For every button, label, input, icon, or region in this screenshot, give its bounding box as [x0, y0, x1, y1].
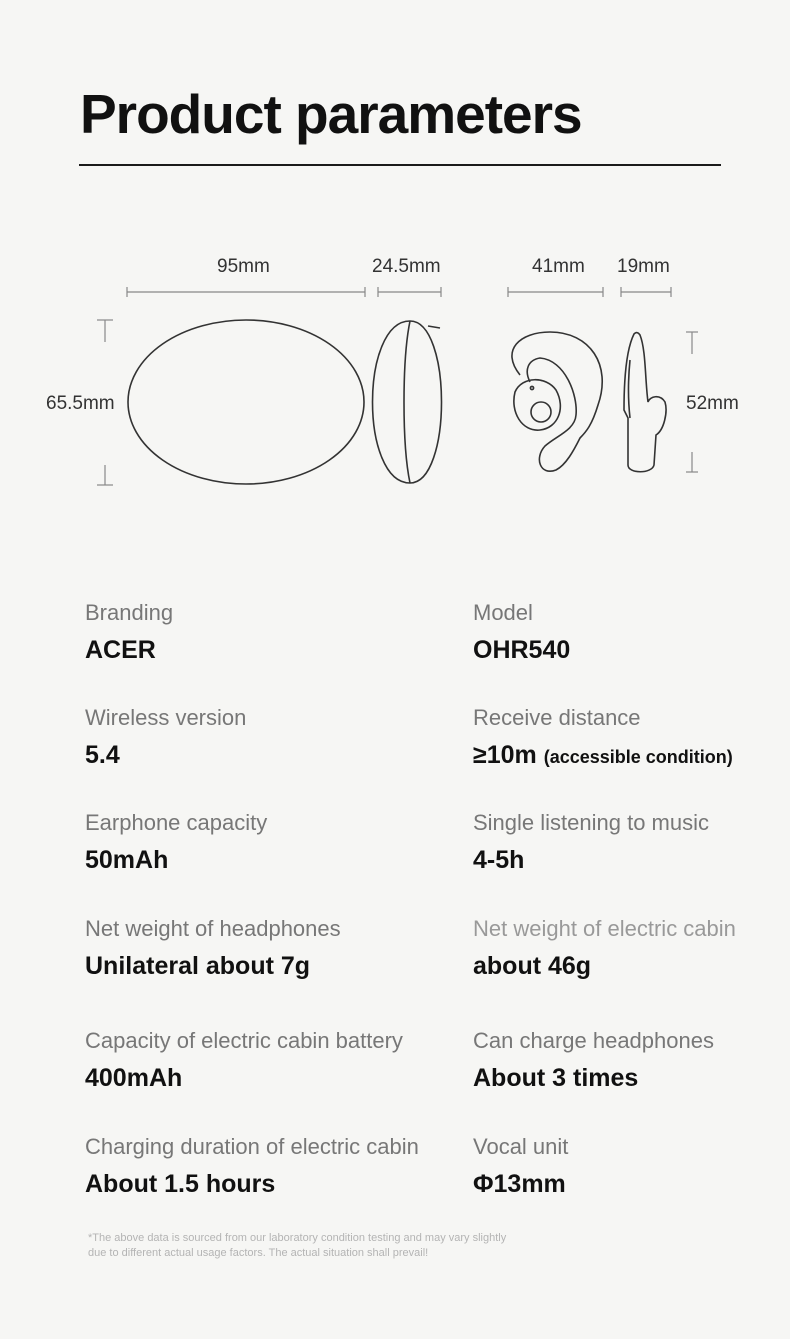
param-model [473, 600, 570, 665]
param-headphone-weight [85, 916, 341, 981]
earphone-height-label: 52mm [686, 393, 739, 414]
param-value: About 1.5 hours [85, 1170, 276, 1198]
param-earphone-capacity [85, 810, 267, 875]
param-label: Branding [85, 600, 174, 625]
param-label: Receive distance [473, 705, 641, 730]
param-wireless-version [85, 705, 246, 770]
param-branding [85, 600, 173, 665]
param-value: About 3 times [473, 1064, 639, 1092]
param-label: Model [473, 600, 533, 625]
param-cabin-weight [473, 916, 736, 981]
param-label: Wireless version [85, 705, 247, 730]
param-value: Unilateral about 7g [85, 952, 311, 980]
param-value: ACER [85, 636, 156, 664]
earphone-depth-label: 19mm [617, 256, 670, 277]
title-divider [79, 164, 721, 166]
dimension-drawing [0, 240, 790, 500]
param-label: Single listening to music [473, 810, 710, 835]
param-label: Net weight of electric cabin [473, 916, 736, 941]
case-height-label: 65.5mm [46, 393, 115, 414]
param-receive-distance [473, 705, 733, 770]
case-depth-label: 24.5mm [372, 256, 441, 277]
param-label: Earphone capacity [85, 810, 268, 835]
param-charging-duration [85, 1134, 419, 1199]
param-value: 4-5h [473, 846, 525, 874]
param-vocal-unit [473, 1134, 568, 1199]
param-cabin-battery [85, 1028, 403, 1093]
earphone-width-label: 41mm [532, 256, 585, 277]
param-value-note: (accessible condition) [543, 747, 733, 767]
footnote-line: *The above data is sourced from our laboratory condition testing and may vary slightly [88, 1232, 507, 1244]
footnote [88, 1231, 568, 1261]
param-value: about 46g [473, 952, 592, 980]
page-title: Product parameters [80, 83, 582, 145]
param-value: 50mAh [85, 846, 169, 874]
param-label: Net weight of headphones [85, 916, 341, 941]
param-value: 400mAh [85, 1064, 183, 1092]
case-front-outline [128, 320, 364, 484]
product-outline-drawing [0, 240, 790, 500]
footnote-line: due to different actual usage factors. The actual situation shall prevail! [88, 1247, 429, 1259]
param-label: Can charge headphones [473, 1028, 714, 1053]
param-value [473, 741, 733, 770]
param-label: Vocal unit [473, 1134, 569, 1159]
case-width-label: 95mm [217, 256, 270, 277]
param-label: Capacity of electric cabin battery [85, 1028, 403, 1053]
param-single-listening [473, 810, 709, 875]
param-value: Φ13mm [473, 1170, 566, 1198]
param-value: 5.4 [85, 741, 120, 769]
param-value: OHR540 [473, 636, 571, 664]
param-label: Charging duration of electric cabin [85, 1134, 419, 1159]
param-charge-times [473, 1028, 714, 1093]
param-value-main: ≥10m [473, 741, 537, 769]
